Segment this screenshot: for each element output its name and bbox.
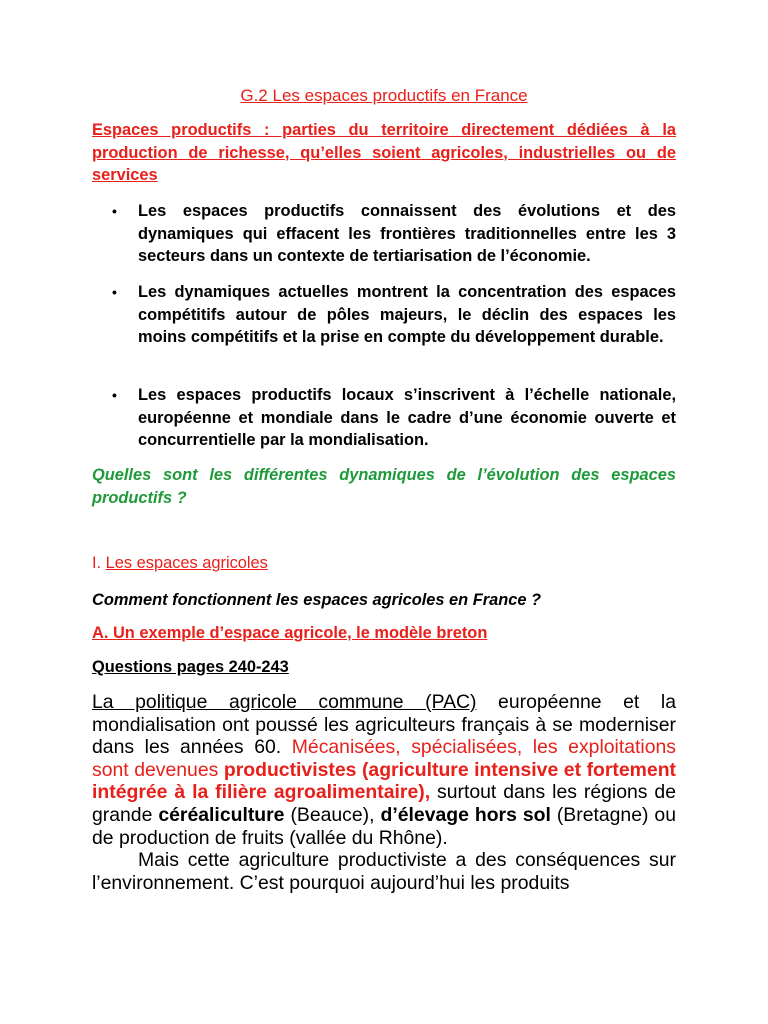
paragraph-2: Mais cette agriculture productiviste a des conséquences sur l’environnement. C’est pourquoi aujourd’hui les produits	[92, 849, 676, 894]
section-heading	[92, 552, 268, 574]
pac-term: La politique agricole commune (PAC)	[92, 691, 477, 713]
bullet-item	[92, 281, 676, 349]
text-run: surtout dans les régions de grande	[92, 781, 676, 826]
highlight-red: Mécanisées, spécialisées, les exploitations sont devenues	[92, 736, 676, 781]
section-title: Les espaces agricoles	[105, 554, 268, 572]
page-title: G.2 Les espaces productifs en France	[240, 86, 528, 105]
bullet-list-2	[92, 281, 676, 349]
text-run: (Beauce),	[284, 803, 381, 826]
section-number: I.	[92, 554, 102, 572]
keyword: d’élevage hors sol	[380, 803, 551, 826]
text-run: européenne et la mondialisation ont poussé les agriculteurs français à se moderniser dans les années 60.	[92, 691, 676, 759]
bullet-dot-icon: •	[112, 387, 117, 403]
text-run: (Bretagne) ou de production de fruits (vallée du Rhône).	[92, 803, 677, 849]
questions-pages: Questions pages 240-243	[92, 658, 289, 676]
bullet-dot-icon: •	[112, 284, 117, 300]
paragraph-1	[92, 691, 676, 849]
bullet-item	[92, 200, 676, 268]
bullet-text: Les dynamiques actuelles montrent la concentration des espaces compétitifs autour de pôles majeurs, le déclin des espaces les moins compétitifs et la prise en compte du développement durable.	[138, 283, 676, 346]
definition-text: Espaces productifs : parties du territoire directement dédiées à la production de richesse, qu’elles soient agricoles, industrielles ou de services	[92, 121, 676, 184]
bullet-item	[92, 384, 676, 452]
problematic-question: Quelles sont les différentes dynamiques de l’évolution des espaces productifs ?	[92, 466, 676, 507]
highlight-red-bold: productivistes (agriculture intensive et fortement intégrée à la filière agroalimentaire),	[92, 758, 676, 804]
keyword: céréaliculture	[158, 803, 285, 826]
bullet-list-3	[92, 384, 676, 452]
body-text	[92, 691, 676, 894]
section-question: Comment fonctionnent les espaces agricoles en France ?	[92, 591, 542, 609]
bullet-text: Les espaces productifs connaissent des évolutions et des dynamiques qui effacent les frontières traditionnelles entre les 3 secteurs dans un contexte de tertiarisation de l’économie.	[138, 202, 676, 265]
subsection-heading: A. Un exemple d’espace agricole, le modèle breton	[92, 624, 488, 642]
bullet-dot-icon: •	[112, 203, 117, 219]
bullet-text: Les espaces productifs locaux s’inscrivent à l’échelle nationale, européenne et mondiale dans le cadre d’une économie ouverte et concurrentielle par la mondialisation.	[138, 386, 676, 449]
bullet-list-1	[92, 200, 676, 268]
